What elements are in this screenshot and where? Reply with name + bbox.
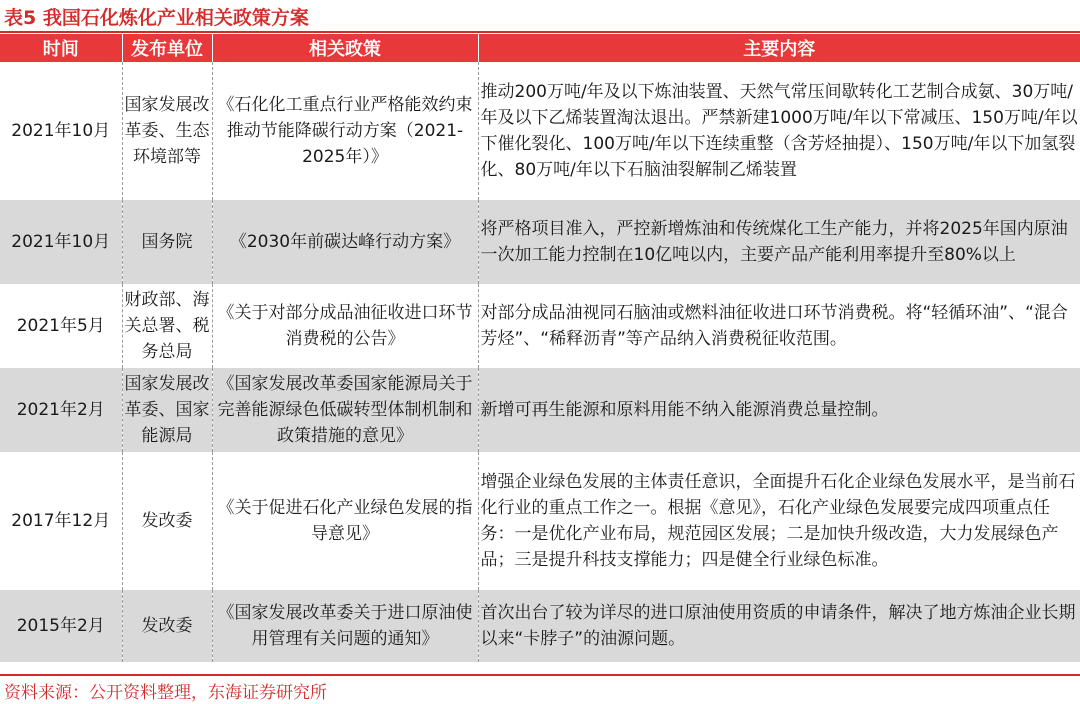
table-row <box>0 62 1080 200</box>
table-row <box>0 590 1080 662</box>
header-policy: 相关政策 <box>212 34 478 62</box>
cell-policy: 《国家发展改革委关于进口原油使用管理有关问题的通知》 <box>212 590 478 662</box>
cell-policy: 《关于对部分成品油征收进口环节消费税的公告》 <box>212 284 478 368</box>
cell-content: 将严格项目准入，严控新增炼油和传统煤化工生产能力，并将2025年国内原油一次加工能力控制在10亿吨以内，主要产品产能利用率提升至80%以上 <box>478 200 1080 284</box>
source-note: 资料来源：公开资料整理，东海证券研究所 <box>4 683 327 703</box>
table-row <box>0 200 1080 284</box>
cell-time: 2021年5月 <box>16 316 105 336</box>
header-issuer: 发布单位 <box>122 34 212 62</box>
title-bar <box>0 0 1080 33</box>
cell-content: 新增可再生能源和原料用能不纳入能源消费总量控制。 <box>478 368 1080 452</box>
policy-table <box>0 34 1080 662</box>
header-time: 时间 <box>0 34 122 62</box>
cell-issuer: 国家发展改革委、国家能源局 <box>122 368 212 452</box>
table-row <box>0 452 1080 590</box>
cell-content: 推动200万吨/年及以下炼油装置、天然气常压间歇转化工艺制合成氨、30万吨/年及以下乙烯装置淘汰退出。严禁新建1000万吨/年以下常减压、150万吨/年以下催化裂化、100万吨/年以下连续重整（含芳烃抽提）、150万吨/年以下加氢裂化、80万吨/年以下石脑油裂解制乙烯装置 <box>478 62 1080 200</box>
header-content: 主要内容 <box>478 34 1080 62</box>
cell-time: 2017年12月 <box>11 511 111 531</box>
cell-policy: 《国家发展改革委国家能源局关于完善能源绿色低碳转型体制机制和政策措施的意见》 <box>212 368 478 452</box>
cell-policy: 《关于促进石化产业绿色发展的指导意见》 <box>212 452 478 590</box>
table-title: 表5 我国石化炼化产业相关政策方案 <box>4 7 309 29</box>
cell-content: 增强企业绿色发展的主体责任意识，全面提升石化企业绿色发展水平，是当前石化行业的重点工作之一。根据《意见》，石化产业绿色发展要完成四项重点任务：一是优化产业布局，规范园区发展；二是加快升级改造，大力发展绿色产品；三是提升科技支撑能力；四是健全行业绿色标准。 <box>478 452 1080 590</box>
cell-issuer: 财政部、海关总署、税务总局 <box>122 284 212 368</box>
header-row <box>0 34 1080 62</box>
cell-issuer: 发改委 <box>122 452 212 590</box>
cell-time: 2015年2月 <box>0 590 122 662</box>
cell-content: 对部分成品油视同石脑油或燃料油征收进口环节消费税。将“轻循环油”、“混合芳烃”、“稀释沥青”等产品纳入消费税征收范围。 <box>478 284 1080 368</box>
bottom-divider <box>0 674 1080 676</box>
cell-time: 2021年10月 <box>11 121 111 141</box>
cell-issuer: 发改委 <box>122 590 212 662</box>
cell-issuer: 国务院 <box>122 200 212 284</box>
cell-policy: 《石化化工重点行业严格能效约束推动节能降碳行动方案（2021-2025年）》 <box>212 62 478 200</box>
cell-time: 2021年2月 <box>0 368 122 452</box>
cell-issuer: 国家发展改革委、生态环境部等 <box>122 62 212 200</box>
cell-time: 2021年10月 <box>0 200 122 284</box>
table-row <box>0 284 1080 368</box>
cell-content: 首次出台了较为详尽的进口原油使用资质的申请条件，解决了地方炼油企业长期以来“卡脖子”的油源问题。 <box>478 590 1080 662</box>
table-row <box>0 368 1080 452</box>
cell-policy: 《2030年前碳达峰行动方案》 <box>212 200 478 284</box>
